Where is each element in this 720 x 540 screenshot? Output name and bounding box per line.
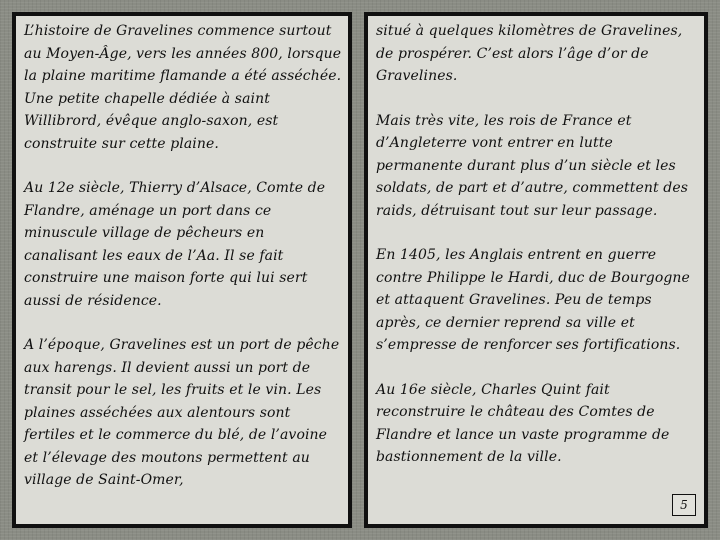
page-number: 5 [672,494,696,516]
paragraph-age-d-or: situé à quelques kilomètres de Gravelines, de prospérer. C’est alors l’âge d’or de Gravelines. [376,23,683,84]
paragraph-16e-siecle: Au 16e siècle, Charles Quint fait reconstruire le château des Comtes de Flandre et lance un vaste programme de bastionnement de la ville. [376,381,670,465]
paragraph-port-de-peche: A l’époque, Gravelines est un port de pêche aux harengs. Il devient aussi un port de transit pour le sel, les fruits et le vin. Les plaines asséchées aux alentours sont fertiles et le commerce du blé, de l’avoine et l’élevage des moutons permettent au village de Saint-Omer, [24,337,340,488]
right-text-panel [364,12,708,528]
paragraph-rois-de-france: Mais très vite, les rois de France et d’Angleterre vont entrer en lutte permanente durant plus d’un siècle et les soldats, de part et d’autre, commettent des raids, détruisant tout sur leur passage. [376,112,688,219]
left-text-panel [12,12,352,528]
paragraph-moyen-age: L’histoire de Gravelines commence surtout au Moyen-Âge, vers les années 800, lorsque la plaine maritime flamande a été asséchée. Une petite chapelle dédiée à saint Willibrord, évêque anglo-saxon, est construite sur cette plaine. [24,23,342,152]
paragraph-12e-siecle: Au 12e siècle, Thierry d’Alsace, Comte de Flandre, aménage un port dans ce minuscule village de pêcheurs en canalisant les eaux de l’Aa. Il se fait construire une maison forte qui lui sert aussi de résidence. [24,180,326,309]
paragraph-1405: En 1405, les Anglais entrent en guerre contre Philippe le Hardi, duc de Bourgogne et attaquent Gravelines. Peu de temps après, ce dernier reprend sa ville et s’empresse de renforcer ses fortifications. [376,247,690,353]
